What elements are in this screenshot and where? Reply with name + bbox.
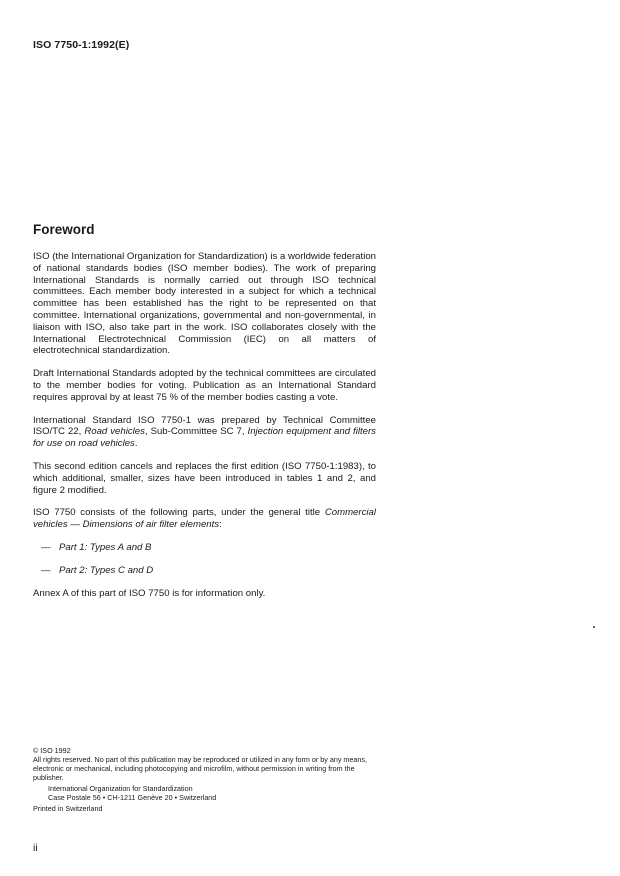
publisher-name: International Organization for Standardization — [48, 783, 193, 793]
foreword-body — [33, 251, 376, 599]
committee-title: Road vehicles — [84, 426, 145, 438]
parts-intro-text: ISO 7750 consists of the following parts, under the general title — [33, 507, 325, 519]
parts-intro-end: : — [219, 519, 222, 531]
page-number: ii — [33, 842, 38, 854]
prepared-by-text: International Standard ISO 7750-1 was prepared by Technical Committee ISO/TC 22, — [33, 414, 376, 438]
paragraph-second-edition: This second edition cancels and replaces the first edition (ISO 7750-1:1983), to which additional, smaller, sizes have been introduced in tables 1 and 2, and figure 2 modified. — [33, 460, 376, 496]
dash-marker: — — [41, 564, 51, 576]
publisher-address: Case Postale 56 • CH-1211 Genève 20 • Switzerland — [48, 792, 217, 802]
paragraph-parts-intro — [33, 507, 376, 531]
rights-notice: All rights reserved. No part of this publication may be reproduced or utilized in any form or by any means, electronic or mechanical, including photocopying and microfilm, without permission in writing from the publisher. — [33, 754, 367, 782]
prepared-by-end: . — [134, 438, 138, 450]
document-identifier: ISO 7750-1:1992(E) — [33, 39, 130, 51]
paragraph-iso-intro: ISO (the International Organization for Standardization) is a worldwide federation of national standards bodies (ISO member bodies). The work of preparing International Standards is normally carried out through ISO technical committees. Each member body interested in a subject for which a technical committee has been established has the right to be represented on that committee. International organizations, governmental and non-governmental, in liaison with ISO, also take part in the work. ISO collaborates closely with the International Electrotechnical Commission (IEC) on all matters of electrotechnical standardization. — [33, 251, 376, 357]
part-label: Part 2: Types C and D — [59, 564, 154, 576]
copyright-block — [33, 747, 378, 814]
paragraph-annex: Annex A of this part of ISO 7750 is for information only. — [33, 587, 266, 599]
general-title: Commercial vehicles — Dimensions of air filter elements — [33, 507, 376, 531]
printed-in: Printed in Switzerland — [33, 804, 103, 814]
subcommittee-text: , Sub-Committee SC 7, — [144, 426, 248, 438]
copyright-line: © ISO 1992 — [33, 746, 71, 755]
part-label: Part 1: Types A and B — [59, 541, 152, 553]
paragraph-prepared-by — [33, 415, 376, 450]
dash-marker: — — [41, 541, 51, 553]
subcommittee-title: Injection equipment and filters for use on road vehicles — [33, 426, 376, 450]
paragraph-draft-standards: Draft International Standards adopted by the technical committees are circulated to the member bodies for voting. Publication as an International Standard requires approval by at least 75 % of the member bodies casting a vote. — [33, 368, 376, 403]
list-item — [33, 542, 376, 554]
scan-speck — [593, 626, 595, 628]
list-item — [33, 565, 376, 577]
section-title: Foreword — [33, 222, 95, 237]
